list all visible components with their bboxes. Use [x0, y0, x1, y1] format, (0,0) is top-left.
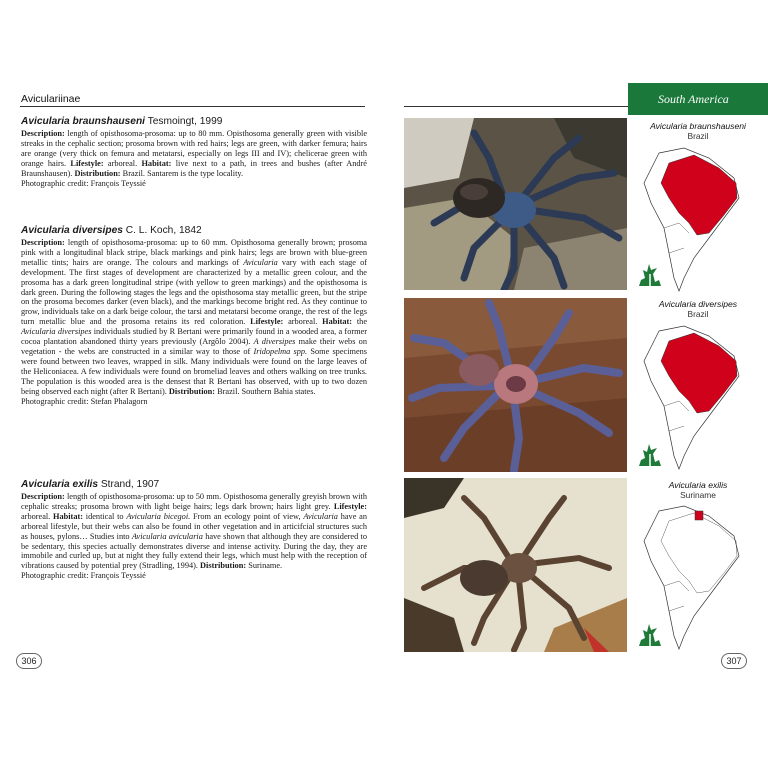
page-number-left: 306	[16, 653, 42, 669]
species-entry-exilis	[21, 479, 367, 581]
tree-icon	[637, 262, 663, 288]
section-label: Aviculariinae	[21, 93, 81, 105]
species-photo-diversipes	[404, 298, 627, 472]
photo-credit: Photographic credit: François Teyssié	[21, 178, 146, 188]
map-species-name: Avicularia exilis	[668, 480, 728, 490]
map-caption	[630, 299, 766, 319]
species-title	[21, 225, 367, 237]
species-authority: Tesmoingt, 1999	[147, 116, 223, 127]
distribution-label: Distribution:	[200, 561, 247, 571]
map-caption	[630, 121, 766, 141]
spider-photo-image	[404, 298, 627, 472]
description-text: length of opisthosoma-prosoma: up to 60 mm. Opisthosoma generally brown; prosoma pink with a longitudinal black stripe, black markings and pink hairs; legs are brown with blue-green metallic tints; hairs are orange. The colours and markings of	[21, 238, 367, 267]
description-label: Description:	[21, 238, 65, 247]
species-entry-braunshauseni	[21, 116, 367, 188]
habitat-text-cont: From an ecology point of view,	[190, 511, 304, 521]
habitat-text-cont: individuals studied by R Bertani were primarily found in a wooded area, a former cocoa plantation abandoned thirty years previously (Argôlo 2004).	[21, 327, 368, 347]
lifestyle-text: arboreal.	[107, 158, 138, 168]
map-country-name: Suriname	[680, 490, 716, 500]
description-label: Description:	[21, 492, 65, 501]
lifestyle-label: Lifestyle:	[70, 158, 104, 168]
habitat-text-cont: have an arboreal lifestyle, but their webs can also be found in other vegetation and in articifcial structures such as houses, pylons… Studies into	[21, 511, 367, 541]
photo-credit: Photographic credit: Stefan Phalagorn	[21, 396, 148, 406]
habitat-label: Habitat:	[53, 511, 83, 521]
tree-icon	[637, 442, 663, 468]
region-banner: South America	[628, 83, 768, 115]
description-text: length of opisthosoma-prosoma: up to 80 mm. Opisthosoma generally green with visible streaks in the cephalic section; prosoma brown with red hairs; legs are green, with darker femura; hairs are orange (very thick on femura and metatarsi, especially on legs III and IV); chelicerae green with orange hairs.	[21, 129, 367, 168]
habitat-text: the	[356, 317, 367, 327]
habitat-text-cont: Some specimens were found between two leaves, wrapped in silk. Many individuals were found on the large leaves of the Heliconiacea. A few individuals were found on bromeliad leaves and others walking on tree trunks. The population is this wooded area is the densest that R Bertani has observed, with up to two dozen being observed each night (after R Bertani).	[21, 346, 368, 396]
tree-icon	[637, 622, 663, 648]
habitat-italic: Iridopelma spp.	[253, 346, 308, 356]
species-authority: C. L. Koch, 1842	[125, 225, 202, 236]
species-photo-braunshauseni	[404, 118, 627, 290]
species-body	[21, 129, 367, 179]
description-label: Description:	[21, 129, 65, 138]
description-text: length of opisthosoma-prosoma: up to 50 mm. Opisthosoma generally greyish brown with cephalic streaks; prosoma brown with light beige hairs; legs dark brown; hairs light grey.	[21, 492, 367, 511]
lifestyle-label: Lifestyle:	[250, 317, 284, 327]
habitat-text: identical to	[85, 511, 127, 521]
species-body	[21, 238, 367, 397]
map-caption	[630, 480, 766, 500]
habitat-text-cont: have shown that although they are considered to be sedentary, this species actually demonstrates diverse and intense activity. During the day, they are immobile and curled up, but at night they fully extend their legs, which must help with the reception of vibrations caused by potential prey (Stradling, 1994).	[21, 531, 367, 571]
map-species-name: Avicularia diversipes	[658, 299, 738, 309]
species-photo-exilis	[404, 478, 627, 652]
map-country-name: Brazil	[687, 131, 709, 141]
lifestyle-text: arboreal.	[288, 317, 318, 327]
species-title	[21, 479, 367, 491]
header-rule	[20, 106, 365, 107]
lifestyle-text: arboreal.	[21, 511, 51, 521]
distribution-text: Brazil. Santarem is the type locality.	[122, 168, 244, 178]
habitat-italic: Avicularia bicegoi.	[126, 511, 191, 521]
distribution-text: Suriname.	[248, 561, 283, 571]
habitat-italic: A diversipes	[253, 337, 296, 347]
header-rule	[404, 106, 628, 107]
species-scientific-name: Avicularia diversipes	[21, 225, 123, 236]
right-page	[384, 0, 768, 768]
species-title	[21, 116, 367, 128]
habitat-text: live next to a path, in trees and bushes (after André Braunshausen).	[21, 158, 367, 178]
distribution-text: Brazil. Southern Bahia states.	[217, 386, 316, 396]
spider-photo-image	[404, 478, 627, 652]
range-highlight	[695, 511, 703, 520]
page-number-right: 307	[721, 653, 747, 669]
habitat-italic: Avicularia	[303, 511, 338, 521]
distribution-label: Distribution:	[168, 386, 216, 396]
spider-photo-image	[404, 118, 627, 290]
species-body	[21, 492, 367, 571]
description-italic: Avicularia	[243, 257, 278, 267]
species-authority: Strand, 1907	[100, 479, 160, 490]
habitat-text-cont: make their webs on vegetation - the webs are constructed in a similar way to those of	[21, 337, 367, 356]
lifestyle-label: Lifestyle:	[333, 501, 367, 511]
map-country-name: Brazil	[687, 309, 709, 319]
species-scientific-name: Avicularia braunshauseni	[21, 116, 145, 127]
photo-credit: Photographic credit: François Teyssié	[21, 571, 146, 581]
habitat-label: Habitat:	[322, 317, 353, 327]
map-species-name: Avicularia braunshauseni	[650, 121, 746, 131]
habitat-italic: Avicularia avicularia	[131, 531, 203, 541]
species-entry-diversipes	[21, 225, 367, 406]
species-scientific-name: Avicularia exilis	[21, 479, 99, 490]
habitat-label: Habitat:	[141, 158, 172, 168]
description-text-cont: vary with each stage of development. The first stages of development are characterized by a metallic green colour, and the prosoma has a dark green longitudinal stripe (with yellow to green markings) and the opisthosoma is dark green. During the following stages the legs and the opisthosoma stay metallic green, but the stripe on the prosoma becomes darker (even black), and the markings become bright red. As they continue to grow, individuals take on a dark beige colour, the tarsi and metatarsi become orange, the rest of the legs turn metallic blue and the prosoma retains its red coloration.	[21, 257, 367, 327]
habitat-italic: Avicularia diversipes	[21, 327, 92, 337]
distribution-label: Distribution:	[74, 168, 121, 178]
